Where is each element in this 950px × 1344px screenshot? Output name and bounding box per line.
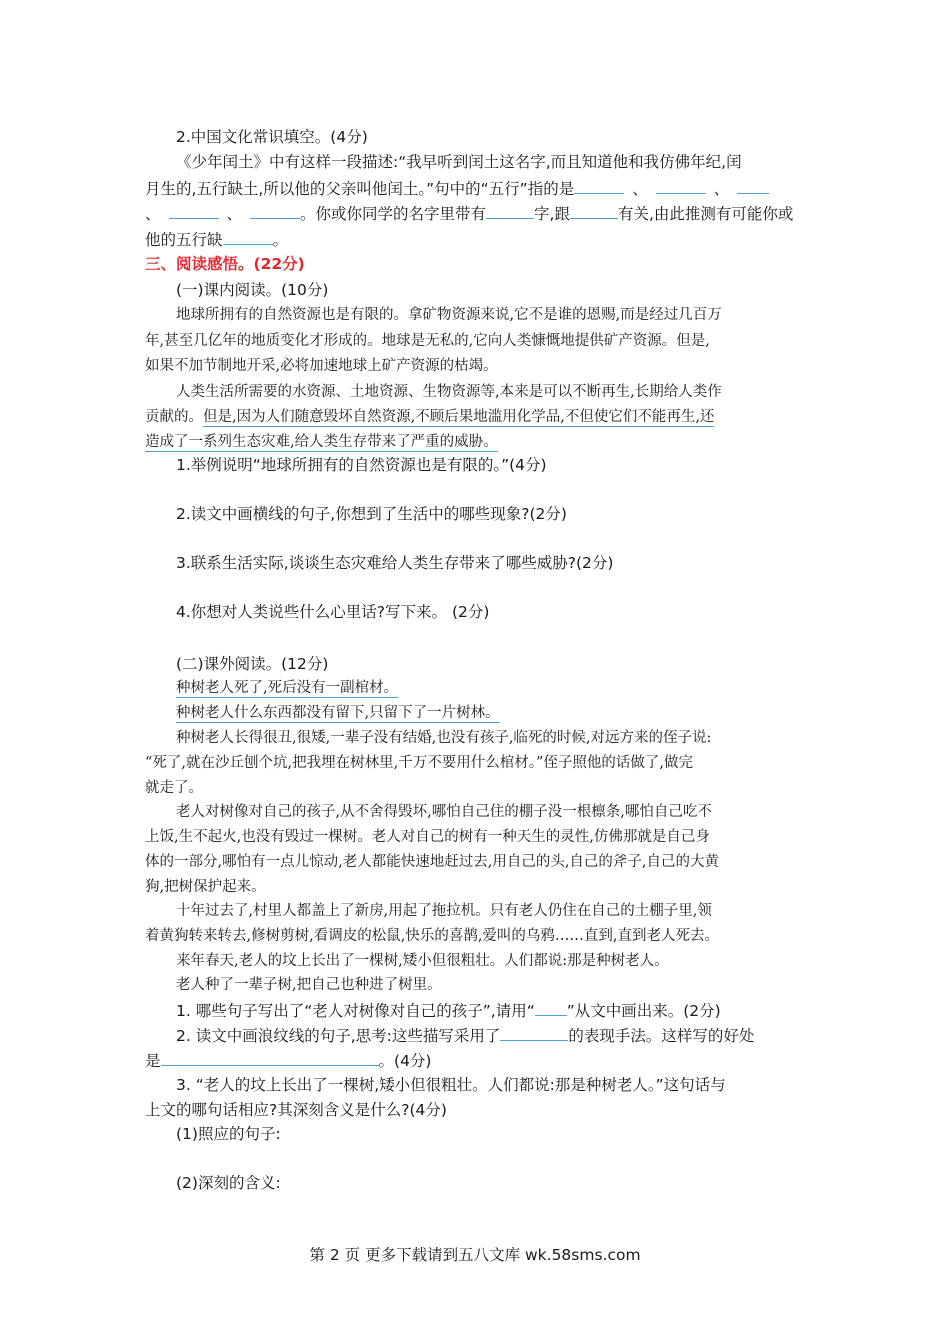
reading2-p4-line1: 老人对树像对自己的孩子,从不舍得毁坏,哪怕自己住的棚子没一根檩条,哪怕自己吃不 (176, 804, 712, 820)
q2-heading: 2.中国文化常识填空。(4分) (176, 128, 368, 146)
underlined-sentence: 但是,因为人们随意毁坏自然资源,不顾后果地滥用化学品,不但使它们不能再生,还 (203, 409, 715, 425)
reading2-title: (二)课外阅读。(12分) (176, 655, 329, 673)
blank-benefit[interactable] (161, 1048, 379, 1066)
reading2-q1 (176, 998, 721, 1023)
text: 2. 读文中画浪纹线的句子,思考:这些描写采用了 (176, 1027, 501, 1045)
blank-1[interactable] (574, 176, 624, 194)
q2-text-line1: 《少年闰土》中有这样一段描述:“我早听到闰土这名字,而且知道他和我仿佛年纪,闰 (176, 153, 742, 171)
reading2-q3-line2: 上文的哪句话相应?其深刻含义是什么?(4分) (145, 1101, 447, 1119)
underlined-sentence: 造成了一系列生态灾难,给人类生存带来了严重的威胁。 (145, 434, 498, 450)
reading1-p1-line3: 如果不加节制地开采,必将加速地球上矿产资源的枯竭。 (145, 358, 498, 374)
blank-2[interactable] (656, 176, 706, 194)
reading1-q2: 2.读文中画横线的句子,你想到了生活中的哪些现象?(2分) (176, 505, 567, 523)
q2-text: 他的五行缺 (145, 231, 223, 249)
q2-text: 月生的,五行缺土,所以他的父亲叫他闰土。”句中的“五行”指的是 (145, 180, 575, 198)
blank-3[interactable] (737, 176, 769, 194)
reading2-p4-line3: 体的一部分,哪怕有一点儿惊动,老人都能快速地赶过去,用自己的头,自己的斧子,自己的大黄 (145, 854, 720, 870)
text: 是 (145, 1052, 161, 1070)
reading2-line1 (176, 676, 398, 700)
reading1-p2-line2 (145, 405, 714, 429)
reading2-p4-line4: 狗,把树保护起来。 (145, 879, 266, 895)
reading2-p6: 来年春天,老人的坟上长出了一棵树,矮小但很粗壮。人们都说:那是种树老人。 (176, 953, 669, 969)
reading2-p3-line2: “死了,就在沙丘刨个坑,把我埋在树林里,千万不要用什么棺材。”侄子照他的话做了,做完 (145, 755, 694, 771)
reading2-p3-line3: 就走了。 (145, 780, 203, 796)
q2-text: 。你或你同学的名字里带有 (300, 205, 487, 223)
reading1-p2-line1: 人类生活所需要的水资源、土地资源、生物资源等,本来是可以不断再生,长期给人类作 (176, 384, 722, 400)
blank-mark[interactable] (535, 998, 567, 1016)
blank-6[interactable] (486, 201, 534, 219)
q2-text-line2 (145, 176, 769, 201)
q2-text-line4 (145, 227, 288, 252)
reading1-title: (一)课内阅读。(10分) (176, 281, 329, 299)
blank-7[interactable] (570, 201, 618, 219)
blank-technique[interactable] (500, 1023, 568, 1041)
separator: 、 (226, 205, 243, 223)
reading1-p2-line3 (145, 430, 498, 454)
underlined-sentence: 种树老人死了,死后没有一副棺材。 (176, 680, 399, 696)
separator: 、 (713, 180, 730, 198)
reading1-q4: 4.你想对人类说些什么心里话?写下来。 (2分) (176, 603, 490, 621)
text: 1. 哪些句子写出了“老人对树像对自己的孩子”,请用“ (176, 1002, 535, 1020)
q2-text-line3 (145, 201, 793, 226)
blank-5[interactable] (250, 201, 300, 219)
text: ”从文中画出来。(2分) (566, 1002, 721, 1020)
reading1-q3: 3.联系生活实际,谈谈生态灾难给人类生存带来了哪些威胁?(2分) (176, 554, 614, 572)
q2-text: 。 (272, 231, 289, 249)
reading2-line2 (176, 701, 500, 725)
reading2-p4-line2: 上饭,生不起火,也没有毁过一棵树。老人对自己的树有一种天生的灵性,仿佛那就是自己身 (145, 829, 710, 845)
reading2-p3-line1: 种树老人长得很丑,很矮,一辈子没有结婚,也没有孩子,临死的时候,对远方来的侄子说: (176, 730, 712, 746)
reading2-sub1: (1)照应的句子: (176, 1125, 281, 1143)
reading2-p7: 老人种了一辈子树,把自己也种进了树里。 (176, 977, 442, 993)
q2-text: 有关,由此推测有可能你或 (617, 205, 794, 223)
reading2-q3-line1: 3. “老人的坟上长出了一棵树,矮小但很粗壮。人们都说:那是种树老人。”这句话与 (176, 1076, 726, 1094)
page-footer: 第 2 页 更多下载请到五八文库 wk.58sms.com (309, 1246, 641, 1264)
reading2-p5-line1: 十年过去了,村里人都盖上了新房,用起了拖拉机。只有老人仍住在自己的土棚子里,领 (176, 903, 712, 919)
reading2-q2-line2 (145, 1048, 431, 1073)
reading2-p5-line2: 着黄狗转来转去,修树剪树,看调皮的松鼠,快乐的喜鹊,爱叫的乌鸦……直到,直到老人死去。 (145, 928, 720, 944)
underlined-sentence: 种树老人什么东西都没有留下,只留下了一片树林。 (176, 705, 500, 721)
text: 的表现手法。这样写的好处 (568, 1027, 755, 1045)
reading1-q1: 1.举例说明“地球所拥有的自然资源也是有限的。”(4分) (176, 456, 547, 474)
q2-text: 字,跟 (534, 205, 570, 223)
separator: 、 (632, 180, 648, 198)
reading2-sub2: (2)深刻的含义: (176, 1174, 281, 1192)
text: 贡献的。 (145, 409, 203, 425)
blank-8[interactable] (223, 227, 273, 245)
blank-4[interactable] (169, 201, 219, 219)
reading2-q2-line1 (176, 1023, 754, 1048)
reading1-p1-line2: 年,甚至几亿年的地质变化才形成的。地球是无私的,它向人类慷慨地提供矿产资源。但是, (145, 333, 710, 349)
separator: 、 (145, 205, 161, 223)
text: 。(4分) (378, 1052, 432, 1070)
reading1-p1-line1: 地球所拥有的自然资源也是有限的。拿矿物资源来说,它不是谁的恩赐,而是经过几百万 (176, 307, 722, 323)
section3-title: 三、阅读感悟。(22分) (145, 255, 305, 273)
